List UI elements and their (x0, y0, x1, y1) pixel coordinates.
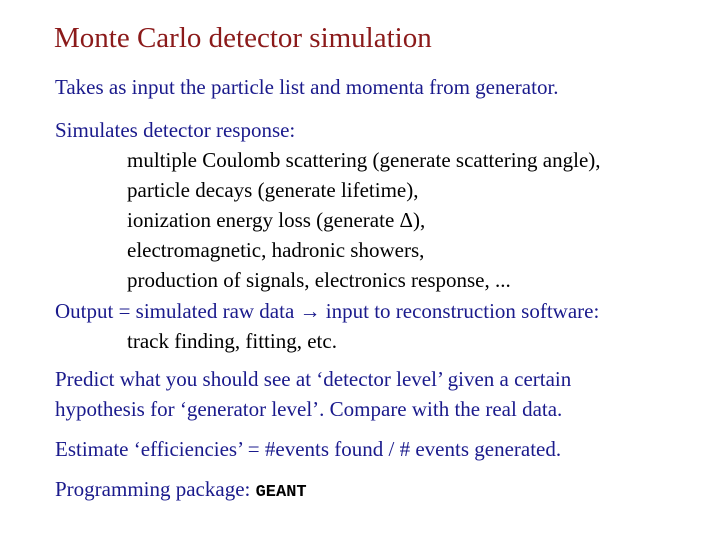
detector-response-item: ionization energy loss (generate Δ), (127, 208, 426, 232)
paragraph-input (55, 72, 559, 102)
programming-package-label: Programming package: (55, 477, 256, 501)
paragraph-output (55, 296, 599, 356)
output-subline: track finding, fitting, etc. (127, 329, 337, 353)
paragraph-input-text: Takes as input the particle list and momenta from generator. (55, 75, 559, 99)
predict-line-2: hypothesis for ‘generator level’. Compare with the real data. (55, 397, 563, 421)
detector-response-item: electromagnetic, hadronic showers, (127, 238, 425, 262)
detector-response-item: particle decays (generate lifetime), (127, 178, 419, 202)
predict-line-1: Predict what you should see at ‘detector level’ given a certain (55, 367, 572, 391)
detector-response-heading: Simulates detector response: (55, 118, 296, 142)
efficiencies-text: Estimate ‘efficiencies’ = #events found / # events generated. (55, 437, 562, 461)
detector-response-item: production of signals, electronics response, ... (127, 268, 511, 292)
geant-package-name: GEANT (255, 483, 307, 502)
paragraph-programming-package (55, 474, 307, 508)
slide-title: Monte Carlo detector simulation (54, 22, 432, 54)
programming-package-line (55, 474, 307, 508)
output-heading: Output = simulated raw data → input to reconstruction software: (55, 299, 600, 323)
paragraph-predict (55, 364, 571, 424)
detector-response-item: multiple Coulomb scattering (generate scattering angle), (127, 148, 601, 172)
paragraph-efficiencies (55, 434, 561, 464)
paragraph-detector-response (55, 115, 601, 295)
